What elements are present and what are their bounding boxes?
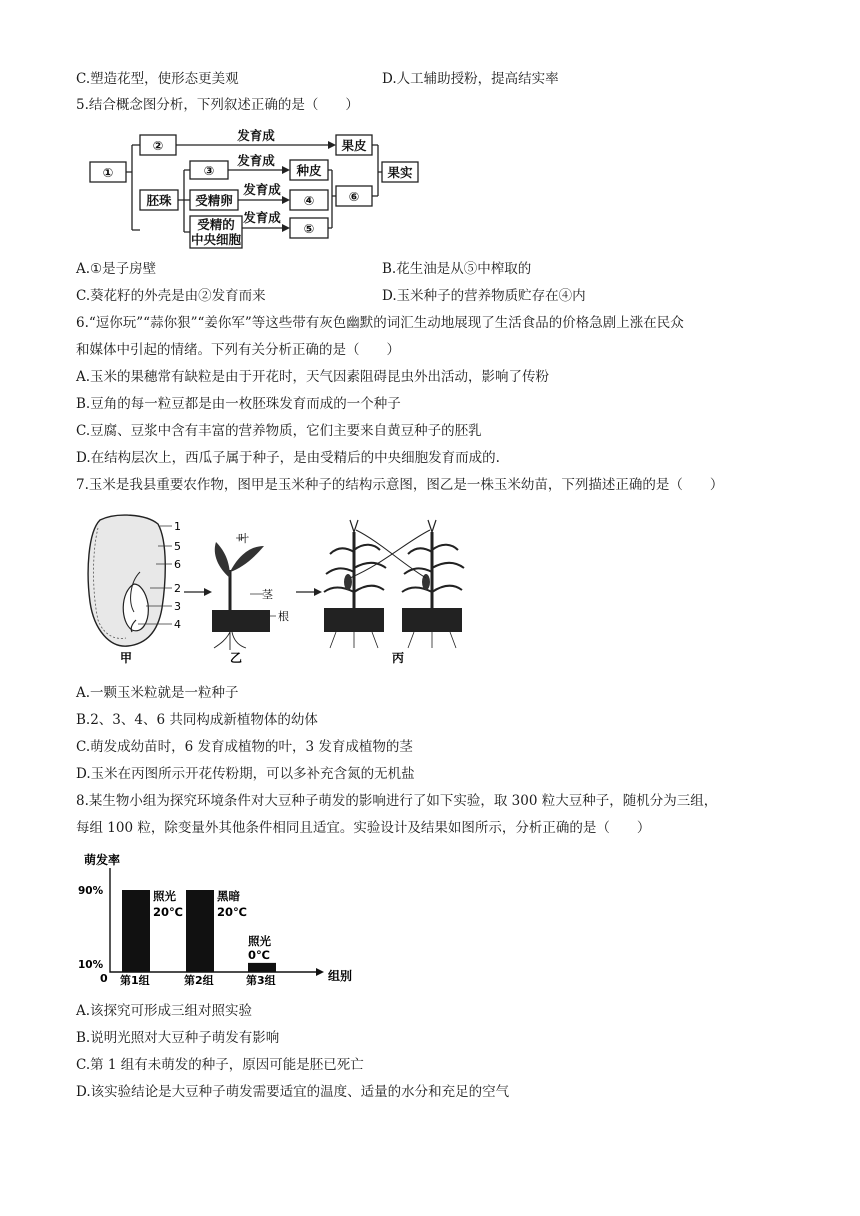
q6-option-b: B.豆角的每一粒豆都是由一枚胚珠发育而成的一个种子 bbox=[76, 396, 401, 412]
q8-option-a: A.该探究可形成三组对照实验 bbox=[76, 1003, 253, 1019]
seed-label-5: 5 bbox=[174, 540, 181, 553]
q5-stem: 5.结合概念图分析，下列叙述正确的是（ ） bbox=[76, 97, 359, 113]
chart-bar-label-line1-1: 照光 bbox=[153, 889, 176, 903]
diagram-central-cell-line1: 受精的 bbox=[197, 217, 235, 232]
seed-label-2: 2 bbox=[174, 582, 181, 595]
seedling-root-label: 根 bbox=[278, 610, 289, 623]
q7-option-c: C.萌发成幼苗时，6 发育成植物的叶，3 发育成植物的茎 bbox=[76, 739, 413, 755]
q8-option-c: C.第 1 组有未萌发的种子，原因可能是胚已死亡 bbox=[76, 1057, 364, 1073]
q6-option-d: D.在结构层次上，西瓜子属于种子，是由受精后的中央细胞发育而成的. bbox=[76, 450, 500, 466]
q4-option-c: C.塑造花型，使形态更美观 bbox=[76, 71, 239, 87]
diagram-fertilized-egg: 受精卵 bbox=[195, 193, 233, 208]
q7-option-d: D.玉米在丙图所示开花传粉期，可以多补充含氮的无机盐 bbox=[76, 766, 415, 782]
seed-label-1: 1 bbox=[174, 520, 181, 533]
seed-label-6: 6 bbox=[174, 558, 181, 571]
diagram-node-5: ⑤ bbox=[303, 221, 315, 236]
diagram-develops-3: 发育成 bbox=[243, 182, 281, 197]
chart-bar-label-line2-3: 0℃ bbox=[248, 947, 270, 962]
seedling-leaf-label: 叶 bbox=[238, 532, 249, 545]
chart-bar-2 bbox=[186, 890, 214, 972]
chart-bar-label-line2-2: 20℃ bbox=[217, 905, 247, 919]
chart-y-label: 萌发率 bbox=[84, 853, 121, 867]
corn-seed-illustration bbox=[88, 515, 172, 646]
q4-option-d: D.人工辅助授粉，提高结实率 bbox=[382, 71, 559, 87]
chart-category-2: 第2组 bbox=[184, 974, 214, 987]
q5-option-b: B.花生油是从⑤中榨取的 bbox=[382, 261, 532, 277]
chart-y-tick-10: 10% bbox=[78, 959, 104, 971]
q5-concept-diagram bbox=[86, 126, 426, 252]
figure-bing-label: 丙 bbox=[392, 651, 405, 665]
chart-bar-1 bbox=[122, 890, 150, 972]
q8-stem-line1: 8.某生物小组为探究环境条件对大豆种子萌发的影响进行了如下实验，取 300 粒大豆种子，随机分为三组， bbox=[76, 793, 718, 809]
chart-bar-label-line1-2: 黑暗 bbox=[217, 889, 240, 903]
q8-option-d: D.该实验结论是大豆种子萌发需要适宜的温度、适量的水分和充足的空气 bbox=[76, 1084, 510, 1100]
q6-stem-line2: 和媒体中引起的情绪。下列有关分析正确的是（ ） bbox=[76, 342, 400, 358]
diagram-node-4: ④ bbox=[303, 193, 315, 208]
q7-corn-figure bbox=[80, 512, 470, 668]
diagram-develops-4: 发育成 bbox=[243, 210, 281, 225]
diagram-node-1: ① bbox=[102, 165, 114, 180]
q7-option-a: A.一颗玉米粒就是一粒种子 bbox=[76, 685, 239, 701]
q8-option-b: B.说明光照对大豆种子萌发有影响 bbox=[76, 1030, 280, 1046]
diagram-develops-1: 发育成 bbox=[237, 128, 275, 143]
seed-label-4: 4 bbox=[174, 618, 181, 631]
seedling-stem-label: 茎 bbox=[262, 588, 273, 601]
chart-x-label: 组别 bbox=[328, 969, 353, 983]
q7-stem: 7.玉米是我县重要农作物，图甲是玉米种子的结构示意图，图乙是一株玉米幼苗，下列描述正确的是（ ） bbox=[76, 477, 724, 493]
figure-yi-label: 乙 bbox=[230, 651, 243, 665]
diagram-central-cell-line2: 中央细胞 bbox=[190, 232, 242, 247]
diagram-seed-coat: 种皮 bbox=[296, 163, 322, 178]
chart-bar-label-line2-1: 20℃ bbox=[153, 905, 183, 919]
chart-origin-label: 0 bbox=[100, 972, 108, 985]
figure-jia-label: 甲 bbox=[120, 651, 133, 665]
diagram-pericarp: 果皮 bbox=[341, 138, 367, 153]
chart-bar-label-line1-3: 照光 bbox=[248, 933, 271, 948]
corn-plants-illustration bbox=[324, 520, 464, 648]
diagram-develops-2: 发育成 bbox=[237, 153, 275, 168]
q5-option-a: A.①是子房壁 bbox=[76, 261, 157, 277]
diagram-ovule: 胚珠 bbox=[146, 193, 172, 208]
q8-stem-line2: 每组 100 粒，除变量外其他条件相同且适宜。实验设计及结果如图所示，分析正确的是（ ） bbox=[76, 820, 651, 836]
chart-bar-3 bbox=[248, 963, 276, 972]
q6-stem-line1: 6.“逗你玩”“蒜你狠”“姜你军”等这些带有灰色幽默的词汇生动地展现了生活食品的价格急剧上涨在民众 bbox=[76, 315, 684, 331]
q5-option-d: D.玉米种子的营养物质贮存在④内 bbox=[382, 288, 586, 304]
chart-y-tick-90: 90% bbox=[78, 885, 104, 897]
seed-label-3: 3 bbox=[174, 600, 181, 613]
q5-option-c: C.葵花籽的外壳是由②发育而来 bbox=[76, 288, 266, 304]
diagram-fruit: 果实 bbox=[387, 165, 413, 180]
q6-option-c: C.豆腐、豆浆中含有丰富的营养物质，它们主要来自黄豆种子的胚乳 bbox=[76, 423, 482, 439]
diagram-node-6: ⑥ bbox=[348, 189, 360, 204]
diagram-node-3: ③ bbox=[203, 163, 215, 178]
diagram-node-2: ② bbox=[152, 138, 164, 153]
chart-category-1: 第1组 bbox=[120, 974, 150, 987]
q8-germination-chart bbox=[76, 850, 376, 990]
chart-category-3: 第3组 bbox=[246, 974, 276, 987]
q6-option-a: A.玉米的果穗常有缺粒是由于开花时，天气因素阻碍昆虫外出活动，影响了传粉 bbox=[76, 369, 550, 385]
q7-option-b: B.2、3、4、6 共同构成新植物体的幼体 bbox=[76, 712, 318, 728]
chart-x-arrow bbox=[316, 968, 324, 976]
